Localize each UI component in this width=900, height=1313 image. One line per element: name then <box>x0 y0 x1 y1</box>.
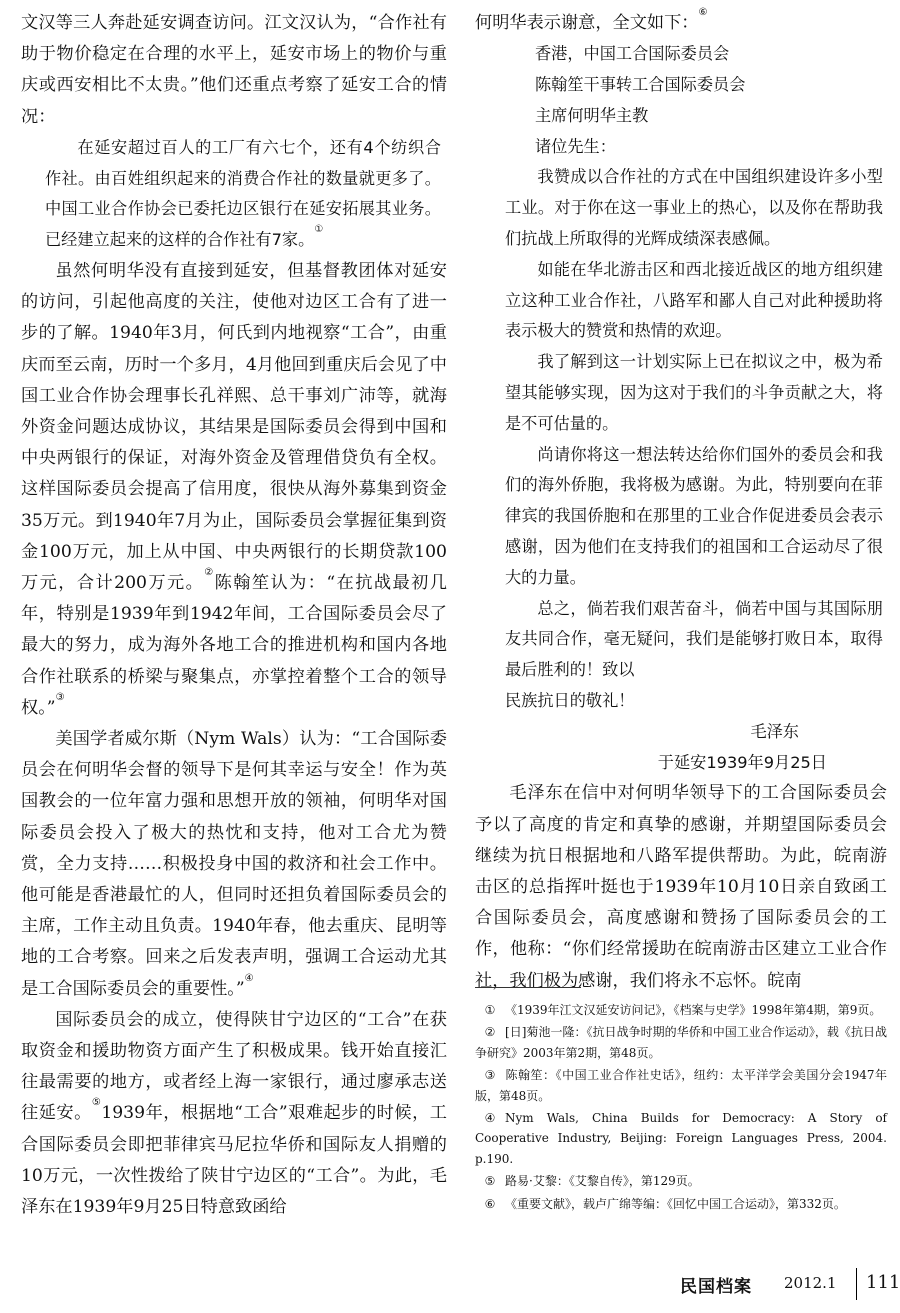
paragraph-1: 文汉等三人奔赴延安调查访问。江文汉认为，“合作社有助于物价稳定在合理的水平上，延安市场上的物价与重庆或西安相比不太贵。”他们还重点考察了延安工合的情况： <box>21 13 447 127</box>
footnote-5 <box>475 1171 887 1191</box>
letter-salutation: 诸位先生： <box>535 136 616 156</box>
journal-name: 民国档案 <box>680 1277 752 1297</box>
letter-closing: 民族抗日的敬礼！ <box>505 690 635 710</box>
footnote-text: 陈翰笙：《中国工业合作社史话》，纽约：太平洋学会美国分会1947年版，第48页。 <box>475 1068 887 1103</box>
paragraph-3-text: 美国学者威尔斯（Nym Wals）认为：“工合国际委员会在何明华会督的领导下是何其幸运与安全！作为英国教会的一位年富力强和思想开放的领袖，何明华对国际委员会投入了极大的热忱和支持，他对工合尤为赞赏，全力支持……积极投身中国的救济和社会工作中。他可能是香港最忙的人，但同时还担负着国际委员会的主席，工作主动且负责。1940年春，他去重庆、昆明等地的工合考察。回来之后发表声明，强调工合运动尤其是工合国际委员会的重要性。” <box>21 729 447 999</box>
footnote-3 <box>475 1065 887 1106</box>
letter-paragraph-5: 总之，倘若我们艰苦奋斗，倘若中国与其国际朋友共同合作，毫无疑问，我们是能够打败日本，取得最后胜利的！致以 <box>505 598 883 680</box>
letter-intro-text: 何明华表示谢意，全文如下： <box>475 13 699 33</box>
letter-address-line-3: 主席何明华主教 <box>535 105 649 125</box>
left-column <box>21 8 447 1223</box>
paragraph-after-letter: 毛泽东在信中对何明华领导下的工合国际委员会予以了高度的肯定和真挚的感谢，并期望国际委员会继续为抗日根据地和八路军提供帮助。为此，皖南游击区的总指挥叶挺也于1939年10月10日亲自致函工合国际委员会，高度感谢和赞扬了国际委员会的工作，他称：“你们经常援助在皖南游击区建立工业合作社，我们极为感谢，我们将永不忘怀。皖南 <box>475 783 887 991</box>
footnote-text: Nym Wals, China Builds for Democracy: A Story of Cooperative Industry, Beijing: Foreign Languages Press, 2004. p.190. <box>475 1111 887 1166</box>
footnote-number: ④ <box>484 1111 496 1126</box>
letter-paragraph-2: 如能在华北游击区和西北接近战区的地方组织建立这种工业合作社，八路军和鄙人自己对此种援助将表示极大的赞赏和热情的欢迎。 <box>505 259 883 341</box>
paragraph-4-tail: 1939年，根据地“工合”艰难起步的时候，工合国际委员会即把菲律宾马尼拉华侨和国际友人捐赠的10万元，一次性拨给了陕甘宁边区的“工合”。为此，毛泽东在1939年9月25日特意致函给 <box>21 1103 447 1218</box>
footnote-2 <box>475 1022 887 1063</box>
quote-block-1 <box>21 133 447 256</box>
footnote-6 <box>475 1194 887 1214</box>
footnote-ref-6: ⑥ <box>698 7 708 18</box>
footnote-text: 《1939年江文汉延安访问记》，《档案与史学》1998年第4期，第9页。 <box>505 1003 882 1017</box>
footnote-text: [日]菊池一隆：《抗日战争时期的华侨和中国工业合作运动》，载《抗日战争研究》2003年第2期，第48页。 <box>475 1025 887 1060</box>
footnote-number: ③ <box>484 1068 496 1083</box>
paragraph-4 <box>21 1005 447 1223</box>
footnote-number: ⑥ <box>484 1196 496 1211</box>
letter-paragraph-3: 我了解到这一计划实际上已在拟议之中，极为希望其能够实现，因为这对于我们的斗争贡献之大，将是不可估量的。 <box>505 352 883 433</box>
footnote-number: ① <box>484 1003 496 1017</box>
footnote-number: ⑤ <box>484 1174 496 1189</box>
quote-text: 在延安超过百人的工厂有六七个，还有4个纺织合作社。由百姓组织起来的消费合作社的数量就更多了。中国工业合作协会已委托边区银行在延安拓展其业务。已经建立起来的这样的合作社有7家。 <box>45 137 441 250</box>
footnote-text: 路易·艾黎：《艾黎自传》，第129页。 <box>505 1174 700 1189</box>
footnote-number: ② <box>484 1025 496 1040</box>
footnote-ref-1: ① <box>314 224 324 236</box>
letter-date: 于延安1939年9月25日 <box>657 752 827 772</box>
footnote-1 <box>475 1000 887 1020</box>
issue-number: 2012.1 <box>784 1274 837 1292</box>
paragraph-2-text: 虽然何明华没有直接到延安，但基督教团体对延安的访问，引起他高度的关注，使他对边区工合有了进一步的了解。1940年3月，何氏到内地视察“工合”，由重庆而至云南，历时一个多月，4月他回到重庆后会见了中国工业合作协会理事长孔祥熙、总干事刘广沛等，就海外资金问题达成协议，其结果是国际委员会得到中国和中央两银行的保证，对海外资金及管理借贷负有全权。这样国际委员会提高了信用度，很快从海外募集到资金35万元。到1940年7月为止，国际委员会掌握征集到资金100万元，加上从中国、中央两银行的长期贷款100万元，合计200万元。 <box>21 261 447 594</box>
right-column <box>475 8 887 997</box>
paragraph-4-text: 国际委员会的成立，使得陕甘宁边区的“工合”在获取资金和援助物资方面产生了积极成果。钱开始直接汇往最需要的地方，或者经上海一家银行，通过廖承志送往延安。 <box>21 1009 447 1124</box>
footnote-ref-3: ③ <box>55 691 65 703</box>
footnotes <box>475 1000 887 1216</box>
letter-paragraph-4: 尚请你将这一想法转达给你们国外的委员会和我们的海外侨胞，我将极为感谢。为此，特别要向在菲律宾的我国侨胞和在那里的工业合作促进委员会表示感谢，因为他们在支持我们的祖国和工合运动尽了很大的力量。 <box>505 444 883 587</box>
letter-paragraph-1: 我赞成以合作社的方式在中国组织建设许多小型工业。对于你在这一事业上的热心，以及你在帮助我们抗战上所取得的光辉成绩深表感佩。 <box>505 167 883 248</box>
footer-divider <box>856 1268 857 1300</box>
paragraph-2-tail: 陈翰笙认为：“在抗战最初几年，特别是1939年到1942年间，工合国际委员会尽了最大的努力，成为海外各地工合的推进机构和国内各地合作社联系的桥梁与聚集点，亦掌控着整个工合的领导权。” <box>21 573 447 718</box>
letter-address-line-2: 陈翰笙干事转工合国际委员会 <box>535 75 746 94</box>
letter-intro <box>475 8 887 39</box>
footnote-ref-2: ② <box>204 567 215 579</box>
footnote-ref-4: ④ <box>244 972 254 984</box>
letter-signature: 毛泽东 <box>750 721 799 741</box>
paragraph-2 <box>21 256 447 724</box>
footnote-divider <box>475 987 581 988</box>
paragraph-3 <box>21 724 447 1005</box>
page-number: 111 <box>866 1272 900 1293</box>
footnote-text: 《重要文献》，载卢广绵等编：《回忆中国工合运动》，第332页。 <box>505 1196 846 1211</box>
footnote-ref-5: ⑤ <box>91 1097 102 1109</box>
letter-address-line-1: 香港，中国工合国际委员会 <box>535 44 730 64</box>
page-footer <box>680 1268 900 1300</box>
footnote-4 <box>475 1108 887 1169</box>
